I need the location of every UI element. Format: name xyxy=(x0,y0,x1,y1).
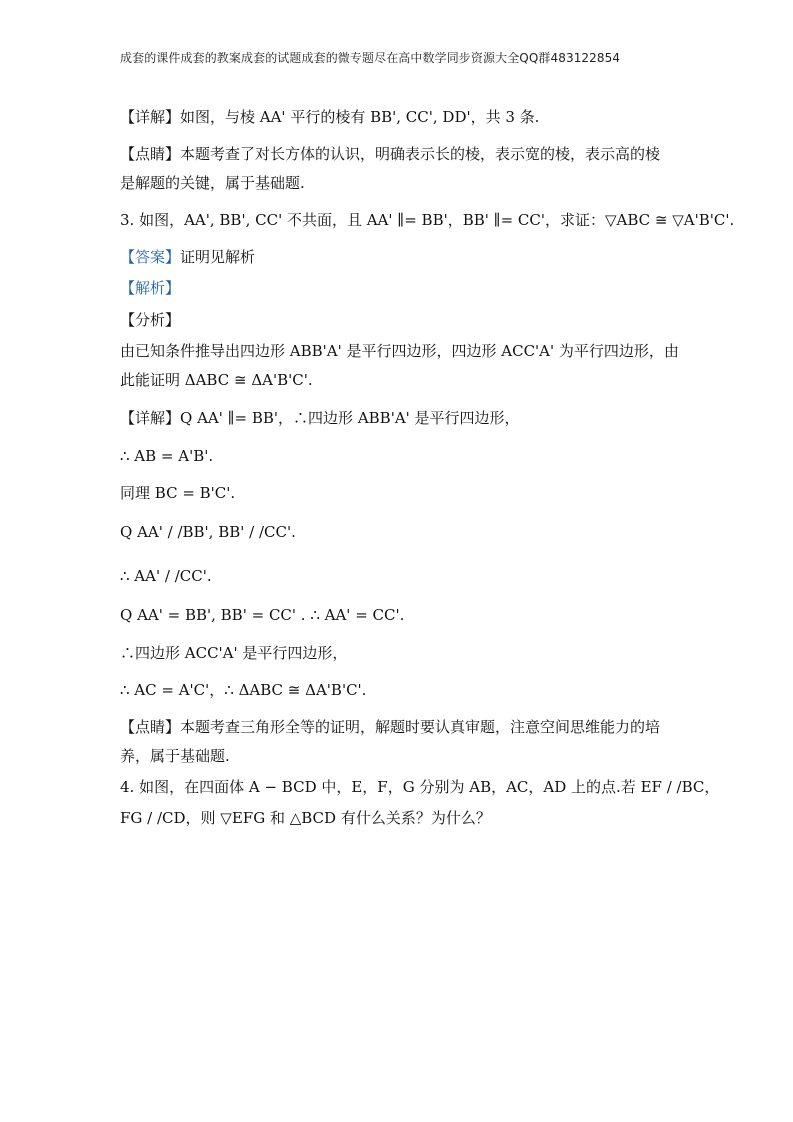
answer-label: 【答案】 xyxy=(120,248,181,266)
line-13: Q AA' / /BB', BB' / /CC'. xyxy=(120,523,296,541)
line-14: ∴ AA' / /CC'. xyxy=(120,567,212,585)
line-18: 【点睛】本题考查三角形全等的证明，解题时要认真审题，注意空间思维能力的培 xyxy=(120,718,661,736)
line-11: ∴ AB = A'B'. xyxy=(120,447,214,465)
line-15: Q AA' = BB', BB' = CC' . ∴ AA' = CC'. xyxy=(120,606,405,624)
answer-line xyxy=(120,247,255,267)
question-4: 4. 如图，在四面体 A − BCD 中，E，F，G 分别为 AB，AC，AD 上的点.若 EF / /BC， xyxy=(120,778,720,796)
question-4-cont: FG / /CD，则 ▽EFG 和 △BCD 有什么关系？为什么？ xyxy=(120,809,491,827)
line-9: 此能证明 ΔABC ≅ ΔA'B'C'. xyxy=(120,371,313,389)
question-3: 3. 如图，AA', BB', CC' 不共面，且 AA' ∥= BB'，BB' ∥= CC'，求证：▽ABC ≅ ▽A'B'C'. xyxy=(120,211,735,229)
line-7: 【分析】 xyxy=(120,311,181,329)
line-10: 【详解】Q AA' ∥= BB'，∴四边形 ABB'A' 是平行四边形， xyxy=(120,409,520,427)
page-header: 成套的课件成套的教案成套的试题成套的微专题尽在高中数学同步资源大全QQ群483122854 xyxy=(120,51,621,65)
line-12: 同理 BC = B'C'. xyxy=(120,484,236,502)
line-1: 【详解】如图，与棱 AA' 平行的棱有 BB', CC', DD'，共 3 条. xyxy=(120,108,540,126)
line-16: ∴四边形 ACC'A' 是平行四边形， xyxy=(120,644,348,662)
line-3: 是解题的关键，属于基础题. xyxy=(120,174,305,192)
analysis-label: 【解析】 xyxy=(120,279,181,297)
line-19: 养，属于基础题. xyxy=(120,747,230,765)
line-2: 【点睛】本题考查了对长方体的认识，明确表示长的棱，表示宽的棱，表示高的棱 xyxy=(120,145,661,163)
line-8: 由已知条件推导出四边形 ABB'A' 是平行四边形，四边形 ACC'A' 为平行四边形，由 xyxy=(120,342,679,360)
line-17: ∴ AC = A'C'，∴ ΔABC ≅ ΔA'B'C'. xyxy=(120,681,367,699)
answer-text: 证明见解析 xyxy=(180,248,256,266)
